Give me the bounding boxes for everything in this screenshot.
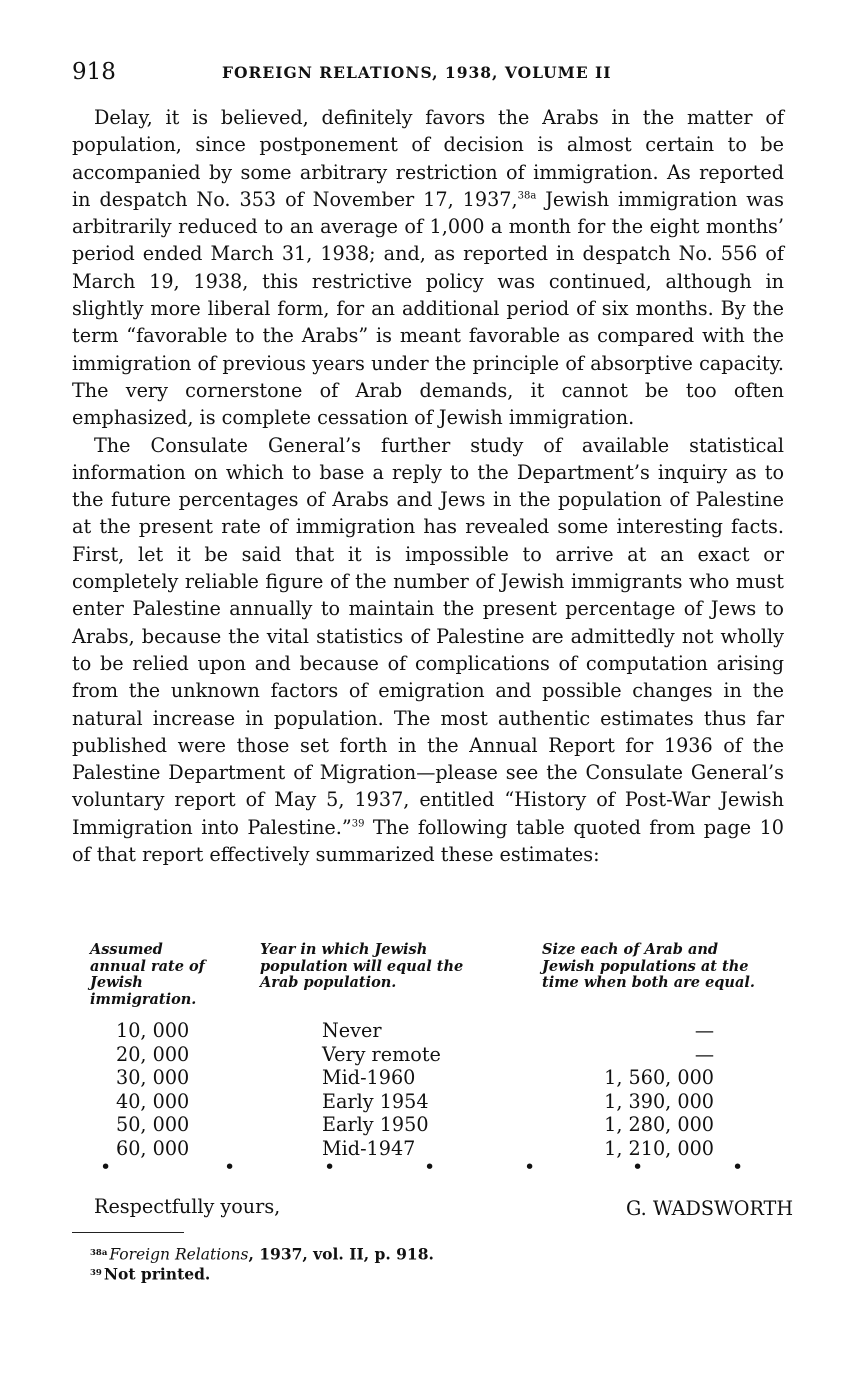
table-row	[90, 1066, 770, 1090]
running-title: FOREIGN RELATIONS, 1938, VOLUME II	[222, 63, 612, 82]
column-header-year: Year in which Jewish population will equal the Arab population.	[260, 941, 464, 991]
table-row	[90, 1113, 770, 1137]
ellipsis-dot: •	[732, 1156, 744, 1178]
column-header-size: Size each of Arab and Jewish populations at the time when both are equal.	[542, 941, 755, 991]
cell-year: Early 1954	[322, 1089, 429, 1113]
body-text	[72, 104, 784, 868]
footnote-mark: 39	[90, 1268, 102, 1279]
table-row	[90, 1043, 770, 1067]
footnote-mark: 38a	[90, 1248, 108, 1258]
footnote-rule	[72, 1232, 184, 1233]
paragraph-1-text-b: Jewish immigration was arbitrarily reduced to an average of 1,000 a month for the eight months’ period ended March 31, 1938; and, as reported in despatch No. 556 of March 19, 1938, this restrictive policy was continued, although in slightly more liberal form, for an additional period of six months. By the term “favorable to the Arabs” is meant favorable as compared with the immigration of previous years under the principle of absorptive capacity. The very cornerstone of Arab demands, it cannot be too often emphasized, is complete cessation of Jewish immigration.	[72, 187, 784, 430]
paragraph-2	[72, 432, 784, 869]
cell-year: Never	[322, 1019, 382, 1042]
cell-year: Mid-1947	[322, 1136, 416, 1160]
ellipsis-dot: •	[100, 1156, 112, 1178]
ellipsis-dot: •	[224, 1156, 236, 1178]
cell-rate: 50, 000	[116, 1113, 190, 1136]
table-row	[90, 1019, 770, 1043]
cell-rate: 60, 000	[116, 1136, 190, 1160]
running-head	[72, 58, 784, 88]
page-number: 918	[72, 59, 116, 85]
cell-size: 1, 210, 000	[604, 1136, 714, 1160]
cell-year: Early 1950	[322, 1113, 429, 1136]
cell-rate: 10, 000	[116, 1019, 190, 1042]
cell-rate: 20, 000	[116, 1042, 190, 1066]
footnote-38a	[90, 1244, 434, 1264]
ellipsis-dot: •	[632, 1156, 644, 1178]
ellipsis-dot: •	[524, 1156, 536, 1178]
table-body	[90, 1019, 770, 1160]
footnote-39	[90, 1264, 434, 1284]
footnote-ref-39: 39	[351, 818, 365, 830]
closing-salutation: Respectfully yours,	[94, 1195, 281, 1218]
ellipsis-dot: •	[424, 1156, 436, 1178]
paragraph-2-text-b: The following table quoted from page 10 of that report effectively summarized these estimates:	[72, 815, 784, 867]
cell-size: —	[694, 1019, 714, 1042]
footnote-text: Not printed.	[103, 1264, 211, 1284]
signature: G. WADSWORTH	[626, 1197, 794, 1220]
ellipsis-dot: •	[324, 1156, 336, 1178]
cell-rate: 40, 000	[116, 1089, 190, 1113]
footnote-citation: , 1937, vol. II, p. 918.	[248, 1244, 434, 1264]
cell-size: 1, 560, 000	[604, 1066, 714, 1089]
cell-year: Very remote	[322, 1042, 441, 1066]
cell-size: 1, 390, 000	[604, 1089, 714, 1113]
cell-year: Mid-1960	[322, 1066, 416, 1089]
cell-size: 1, 280, 000	[604, 1113, 714, 1136]
paragraph-2-text-a: The Consulate General’s further study of available statistical information on which to base a reply to the Department’s inquiry as to the future percentages of Arabs and Jews in the population of Palestine at the present rate of immigration has revealed some interesting facts. First, let it be said that it is impossible to arrive at an exact or completely reliable figure of the number of Jewish immigrants who must enter Palestine annually to maintain the present percentage of Jews to Arabs, because the vital statistics of Palestine are admittedly not wholly to be relied upon and because of complications of computation arising from the unknown factors of emigration and possible changes in the natural increase in population. The most authentic estimates thus far published were those set forth in the Annual Report for 1936 of the Palestine Department of Migration—please see the Consulate General’s voluntary report of May 5, 1937, entitled “History of Post-War Jewish Immigration into Palestine.”	[72, 433, 784, 839]
footnotes	[90, 1244, 434, 1284]
table-row	[90, 1090, 770, 1114]
omission-dots	[100, 1157, 780, 1177]
paragraph-1	[72, 104, 784, 432]
cell-rate: 30, 000	[116, 1066, 190, 1089]
footnote-ref-38a: 38a	[517, 190, 537, 202]
cell-size: —	[694, 1042, 714, 1066]
paragraph-1-text-a: Delay, it is believed, definitely favors the Arabs in the matter of population, since postponement of decision is almost certain to be accompanied by some arbitrary restriction of immigration. As reported in despatch No. 353 of November 17, 1937,	[72, 106, 784, 211]
column-header-rate: Assumed annual rate of Jewish immigration.	[90, 941, 205, 1008]
footnote-source-title: Foreign Relations	[109, 1245, 249, 1264]
